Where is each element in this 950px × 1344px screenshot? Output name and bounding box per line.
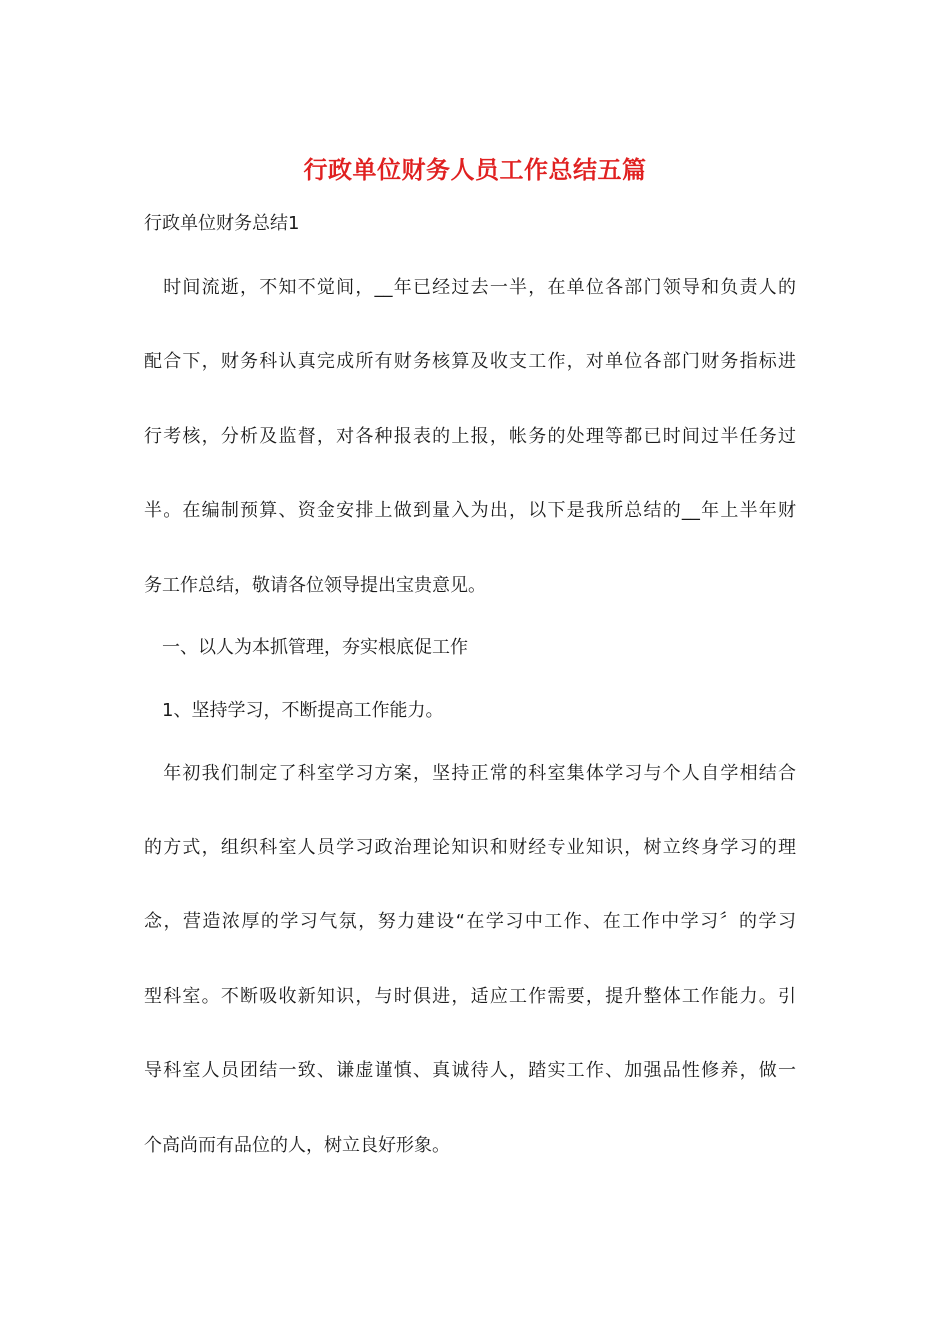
paragraph-line: 个高尚而有品位的人，树立良好形象。 [144,1135,450,1156]
section-heading-1: 一、以人为本抓管理，夯实根底促工作 [144,637,468,658]
section-heading: 行政单位财务总结1 [144,213,300,234]
paragraph-line: 务工作总结，敬请各位领导提出宝贵意见。 [144,575,486,596]
paragraph-line: 年初我们制定了科室学习方案，坚持正常的科室集体学习与个人自学相结合 [144,763,796,784]
paragraph-line: 的方式，组织科室人员学习政治理论知识和财经专业知识，树立终身学习的理 [144,837,796,858]
subheading-1: 1、坚持学习，不断提高工作能力。 [144,700,444,721]
paragraph-line: 型科室。不断吸收新知识，与时俱进，适应工作需要，提升整体工作能力。引 [144,986,796,1007]
paragraph-line: 配合下，财务科认真完成所有财务核算及收支工作，对单位各部门财务指标进 [144,351,796,372]
paragraph-line: 行考核，分析及监督，对各种报表的上报，帐务的处理等都已时间过半任务过 [144,426,796,447]
paragraph-line: 半。在编制预算、资金安排上做到量入为出，以下是我所总结的__年上半年财 [144,500,796,521]
paragraph-line: 念，营造浓厚的学习气氛，努力建设“在学习中工作、在工作中学习〞的学习 [144,911,796,932]
paragraph-line: 时间流逝，不知不觉间，__年已经过去一半，在单位各部门领导和负责人的 [144,277,796,298]
paragraph-line: 导科室人员团结一致、谦虚谨慎、真诚待人，踏实工作、加强品性修养，做一 [144,1060,796,1081]
document-title: 行政单位财务人员工作总结五篇 [303,156,647,184]
